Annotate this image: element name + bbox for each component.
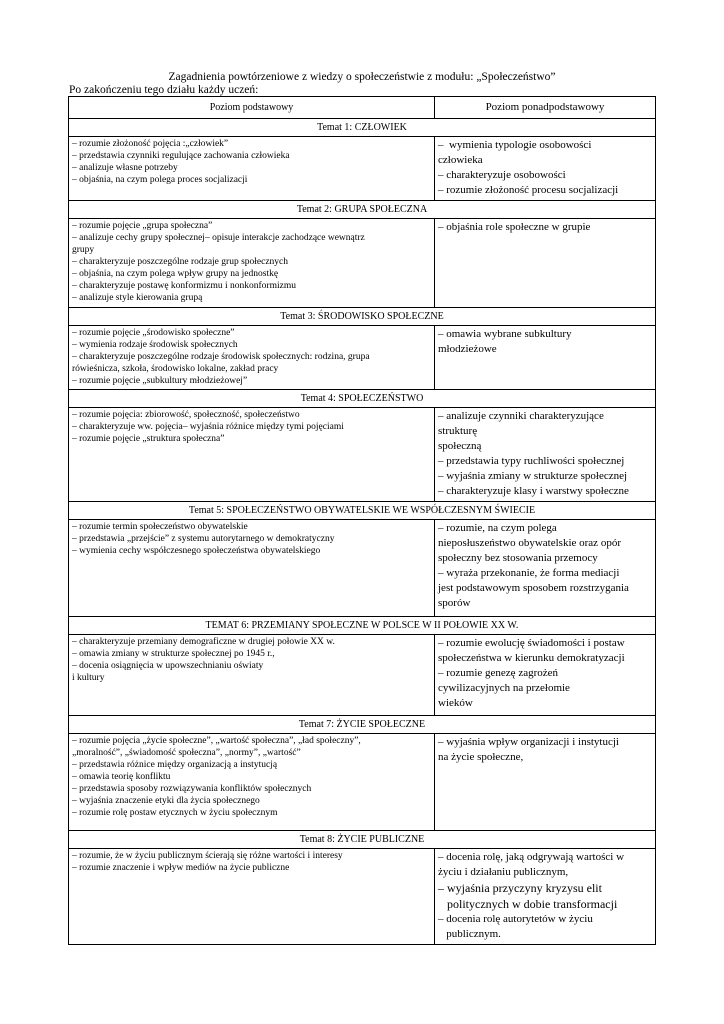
advanced-requirements-cell bbox=[435, 408, 656, 502]
header-basic-level: Poziom podstawowy bbox=[69, 97, 435, 119]
topic-heading: Temat 2: GRUPA SPOŁECZNA bbox=[69, 201, 656, 219]
list-item: społeczną bbox=[438, 440, 482, 452]
requirements-table bbox=[68, 96, 656, 945]
topic-row bbox=[69, 119, 656, 137]
list-item: młodzieżowe bbox=[438, 343, 497, 355]
list-item: – rozumie pojęcie „środowisko społeczne” bbox=[72, 328, 235, 338]
advanced-requirements-cell bbox=[435, 734, 656, 831]
list-item: – rozumie złożoność procesu socjalizacji bbox=[438, 184, 619, 196]
content-row bbox=[69, 219, 656, 308]
list-item: – charakteryzuje poszczególne rodzaje środowisk społecznych: rodzina, grupa bbox=[72, 352, 370, 362]
list-item: – przedstawia typy ruchliwości społecznej bbox=[438, 455, 625, 467]
topic-heading: Temat 3: ŚRODOWISKO SPOŁECZNE bbox=[69, 308, 656, 326]
list-item: – rozumie pojęcie „struktura społeczna” bbox=[72, 434, 225, 444]
list-item: sporów bbox=[438, 597, 471, 609]
basic-requirements-cell bbox=[69, 219, 435, 308]
list-item: – rozumie pojęcie „subkultury młodzieżowej” bbox=[72, 376, 248, 386]
list-item: – rozumie pojęcia: zbiorowość, społeczność, społeczeństwo bbox=[72, 410, 300, 420]
list-item: – charakteryzuje osobowości bbox=[438, 169, 566, 181]
list-item: rówieśnicza, szkoła, środowisko lokalne, zakład pracy bbox=[72, 364, 279, 374]
list-item: i kultury bbox=[72, 673, 105, 683]
list-item: wieków bbox=[438, 697, 473, 709]
list-item: człowieka bbox=[438, 154, 483, 166]
advanced-requirements-cell bbox=[435, 219, 656, 308]
list-item: – rozumie pojęcia „życie społeczne”, „wartość społeczna”, „ład społeczny”, bbox=[72, 736, 361, 746]
list-item: – docenia osiągnięcia w upowszechnianiu oświaty bbox=[72, 661, 264, 671]
topic-row bbox=[69, 716, 656, 734]
advanced-requirements-cell bbox=[435, 137, 656, 201]
list-item: – analizuje cechy grupy społecznej– opisuje interakcje zachodzące wewnątrz bbox=[72, 233, 365, 243]
list-item: – objaśnia, na czym polega wpływ grupy na jednostkę bbox=[72, 269, 279, 279]
document-intro: Po zakończeniu tego działu każdy uczeń: bbox=[69, 84, 259, 96]
list-item: – przedstawia różnice między organizacją a instytucją bbox=[72, 760, 278, 770]
advanced-requirements-cell bbox=[435, 849, 656, 945]
list-item: nieposłuszeństwo obywatelskie oraz opór bbox=[438, 537, 621, 549]
document-title: Zagadnienia powtórzeniowe z wiedzy o społeczeństwie z modułu: „Społeczeństwo” bbox=[168, 71, 556, 83]
content-row bbox=[69, 137, 656, 201]
content-row bbox=[69, 408, 656, 502]
basic-requirements-cell bbox=[69, 326, 435, 390]
list-item: „moralność”, „świadomość społeczna”, „normy”, „wartość” bbox=[72, 748, 301, 758]
list-item: – wyjaśnia znaczenie etyki dla życia społecznego bbox=[72, 796, 260, 806]
list-item: – rozumie znaczenie i wpływ mediów na życie publiczne bbox=[72, 863, 290, 873]
topic-row bbox=[69, 308, 656, 326]
list-item: – objaśnia, na czym polega proces socjalizacji bbox=[72, 175, 248, 185]
basic-requirements-cell bbox=[69, 734, 435, 831]
header-advanced-level: Poziom ponadpodstawowy bbox=[435, 97, 656, 119]
list-item: życiu i działaniu publicznym, bbox=[438, 866, 569, 878]
list-item: – przedstawia „przejście” z systemu autorytarnego w demokratyczny bbox=[72, 534, 335, 544]
list-item: – omawia zmiany w strukturze społecznej po 1945 r., bbox=[72, 649, 275, 659]
basic-requirements-cell bbox=[69, 408, 435, 502]
list-item: – przedstawia czynniki regulujące zachowania człowieka bbox=[72, 151, 290, 161]
list-item: strukturę bbox=[438, 425, 478, 437]
list-item: – wyraża przekonanie, że forma mediacji bbox=[438, 567, 620, 579]
list-item: – charakteryzuje poszczególne rodzaje grup społecznych bbox=[72, 257, 289, 267]
list-item: – wyjaśnia wpływ organizacji i instytucji bbox=[438, 736, 619, 748]
list-item: – objaśnia role społeczne w grupie bbox=[438, 221, 591, 233]
list-item: – rozumie termin społeczeństwo obywatelskie bbox=[72, 522, 248, 532]
advanced-requirements-cell bbox=[435, 326, 656, 390]
list-item: jest podstawowym sposobem rozstrzygania bbox=[438, 582, 629, 594]
basic-requirements-cell bbox=[69, 137, 435, 201]
list-item: – rozumie genezę zagrożeń bbox=[438, 667, 559, 679]
list-item: – charakteryzuje ww. pojęcia– wyjaśnia różnice między tymi pojęciami bbox=[72, 422, 344, 432]
list-item: – wyjaśnia zmiany w strukturze społecznej bbox=[438, 470, 628, 482]
content-row bbox=[69, 326, 656, 390]
list-item: – analizuje style kierowania grupą bbox=[72, 293, 203, 303]
list-item: – omawia wybrane subkultury bbox=[438, 328, 572, 340]
list-item: – wymienia rodzaje środowisk społecznych bbox=[72, 340, 238, 350]
topic-row bbox=[69, 201, 656, 219]
list-item: – rozumie złożoność pojęcia :„człowiek” bbox=[72, 139, 229, 149]
list-item: – rozumie pojęcie „grupa społeczna” bbox=[72, 221, 213, 231]
basic-requirements-cell bbox=[69, 520, 435, 617]
topic-row bbox=[69, 831, 656, 849]
list-item: – wymienia typologie osobowości bbox=[438, 139, 592, 151]
list-item: – docenia rolę autorytetów w życiu bbox=[438, 913, 593, 925]
topic-heading: Temat 4: SPOŁECZEŃSTWO bbox=[69, 390, 656, 408]
list-item: – rozumie, że w życiu publicznym ścierają się różne wartości i interesy bbox=[72, 851, 343, 861]
basic-requirements-cell bbox=[69, 635, 435, 716]
list-item: – rozumie ewolucję świadomości i postaw bbox=[438, 637, 625, 649]
list-item: – analizuje czynniki charakteryzujące bbox=[438, 410, 604, 422]
content-row bbox=[69, 849, 656, 945]
basic-requirements-cell bbox=[69, 849, 435, 945]
list-item: – omawia teorię konfliktu bbox=[72, 772, 171, 782]
list-item: publicznym. bbox=[438, 928, 501, 940]
table-header-row bbox=[69, 97, 656, 119]
topic-heading: Temat 1: CZŁOWIEK bbox=[69, 119, 656, 137]
list-item: cywilizacyjnych na przełomie bbox=[438, 682, 570, 694]
topic-heading: TEMAT 6: PRZEMIANY SPOŁECZNE W POLSCE W II POŁOWIE XX W. bbox=[69, 617, 656, 635]
topic-row bbox=[69, 390, 656, 408]
list-item: politycznych w dobie transformacji bbox=[438, 897, 618, 911]
list-item: – charakteryzuje postawę konformizmu i nonkonformizmu bbox=[72, 281, 296, 291]
list-item: – charakteryzuje klasy i warstwy społeczne bbox=[438, 485, 629, 497]
content-row bbox=[69, 635, 656, 716]
advanced-requirements-cell bbox=[435, 635, 656, 716]
list-item: – docenia rolę, jaką odgrywają wartości w bbox=[438, 851, 625, 863]
list-item: społeczeństwa w kierunku demokratyzacji bbox=[438, 652, 625, 664]
list-item: grupy bbox=[72, 245, 95, 255]
topic-heading: Temat 8: ŻYCIE PUBLICZNE bbox=[69, 831, 656, 849]
list-item: – wymienia cechy współczesnego społeczeństwa obywatelskiego bbox=[72, 546, 321, 556]
topic-row bbox=[69, 617, 656, 635]
advanced-requirements-cell bbox=[435, 520, 656, 617]
list-item: – rozumie, na czym polega bbox=[438, 522, 557, 534]
list-item: – przedstawia sposoby rozwiązywania konfliktów społecznych bbox=[72, 784, 312, 794]
list-item: – charakteryzuje przemiany demograficzne w drugiej połowie XX w. bbox=[72, 637, 335, 647]
content-row bbox=[69, 734, 656, 831]
topic-heading: Temat 5: SPOŁECZEŃSTWO OBYWATELSKIE WE WSPÓŁCZESNYM ŚWIECIE bbox=[69, 502, 656, 520]
list-item: – wyjaśnia przyczyny kryzysu elit bbox=[438, 881, 602, 895]
list-item: – rozumie rolę postaw etycznych w życiu społecznym bbox=[72, 808, 278, 818]
list-item: społeczny bez stosowania przemocy bbox=[438, 552, 598, 564]
list-item: – analizuje własne potrzeby bbox=[72, 163, 178, 173]
topic-heading: Temat 7: ŻYCIE SPOŁECZNE bbox=[69, 716, 656, 734]
topic-row bbox=[69, 502, 656, 520]
list-item: na życie społeczne, bbox=[438, 751, 524, 763]
content-row bbox=[69, 520, 656, 617]
